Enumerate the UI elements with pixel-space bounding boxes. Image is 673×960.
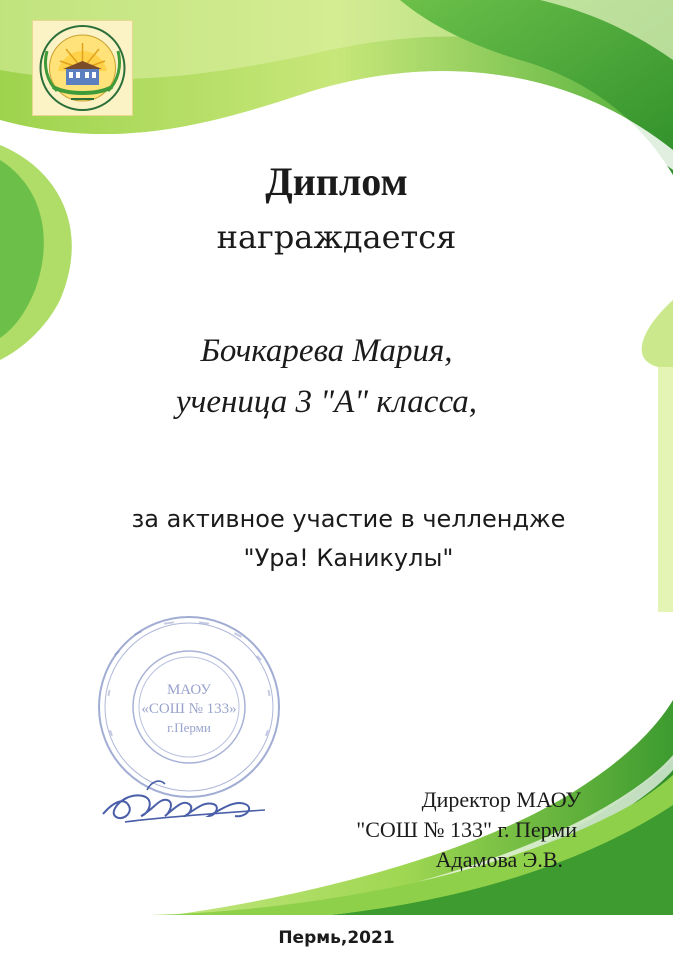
award-reason-line1: за активное участие в челлендже <box>131 505 566 533</box>
diploma-title: Диплом <box>265 159 408 204</box>
school-logo <box>32 20 133 116</box>
signatory-block <box>356 785 581 875</box>
stamp-line2: «СОШ № 133» <box>141 701 237 717</box>
signatory-name: Адамова Э.В. <box>435 847 563 872</box>
recipient-class: ученица 3 "А" класса, <box>175 384 477 420</box>
signatory-organization: "СОШ № 133" г. Перми <box>356 817 577 842</box>
place-year: Пермь,2021 <box>278 928 395 948</box>
diploma-subtitle: награждается <box>216 218 457 256</box>
stamp-line3: г.Перми <box>167 720 211 735</box>
signature-icon <box>95 770 275 834</box>
award-reason-line2: "Ура! Каникулы" <box>243 544 454 572</box>
recipient-name: Бочкарева Мария, <box>200 333 453 369</box>
stamp-line1: МАОУ <box>166 682 212 698</box>
signatory-position: Директор МАОУ <box>421 787 581 812</box>
school-emblem-icon <box>33 21 132 115</box>
